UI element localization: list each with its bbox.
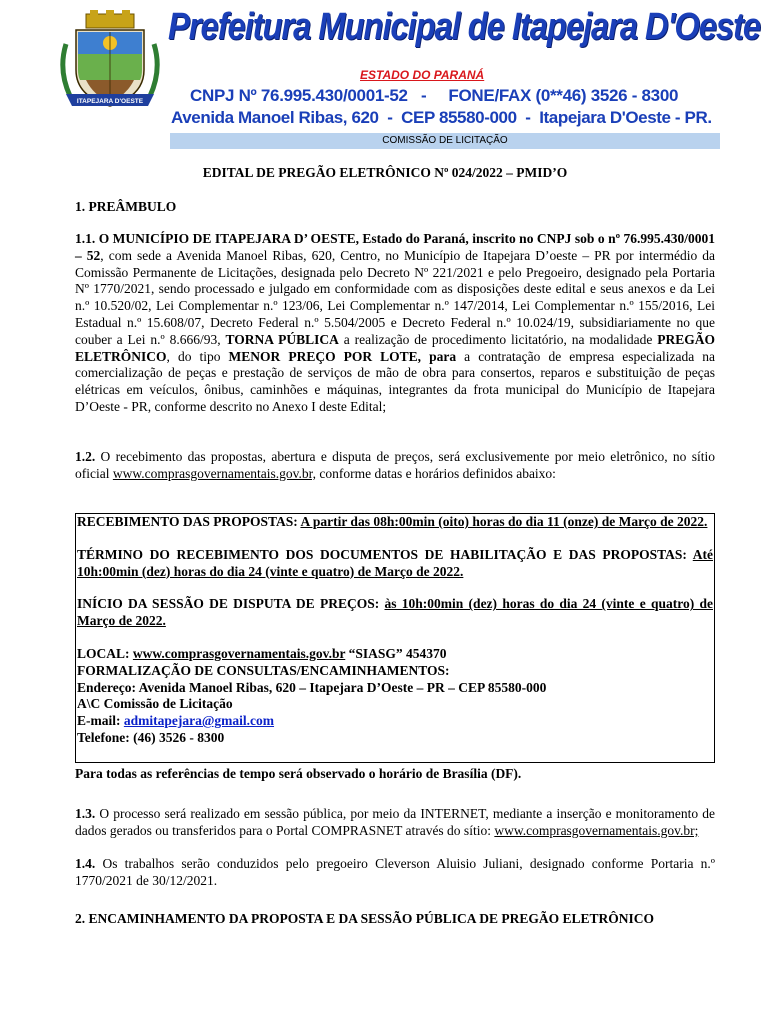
schedule-box — [75, 513, 715, 763]
schedule-email-label: E-mail: — [77, 713, 121, 729]
section-1-heading: 1. PREÂMBULO — [75, 199, 177, 214]
schedule-receipt-label: RECEBIMENTO DAS PROPOSTAS: — [77, 514, 298, 529]
state-label: ESTADO DO PARANÁ — [360, 68, 485, 82]
paragraph-1-1-text-b: a realização de procedimento licitatório, na modalidade — [338, 331, 658, 347]
schedule-local: LOCAL: www.comprasgovernamentais.gov.br “SIASG” 454370 — [77, 645, 447, 661]
schedule-local-link[interactable]: www.comprasgovernamentais.gov.br — [132, 645, 346, 661]
paragraph-1-2-number: 1.2. — [75, 449, 96, 464]
paragraph-1-1-modalidade: PREGÃO ELETRÔNICO — [75, 331, 715, 364]
schedule-attention: A\C Comissão de Licitação — [77, 696, 233, 712]
paragraph-1-4-text: Os trabalhos serão conduzidos pelo pregoeiro Cleverson Aluisio Juliani, designado conforme Portaria n.º 1770/2021 de 30/12/2021. — [75, 856, 715, 888]
cnpj-phone-line: CNPJ Nº 76.995.430/0001-52 - FONE/FAX (0**46) 3526 - 8300 — [190, 86, 679, 105]
paragraph-1-3-text: O processo será realizado em sessão pública, por meio da INTERNET, mediante a inserção e monitoramento de dados gerados ou transferidos para o Portal COMPRASNET através do sítio: — [75, 806, 715, 838]
paragraph-1-3 — [75, 806, 715, 840]
paragraph-1-2-text-a: O recebimento das propostas, abertura e disputa de preços, será exclusivemente por meio eletrônico, no sítio oficial — [75, 449, 715, 481]
paragraph-1-1-entity: O MUNICÍPIO DE ITAPEJARA D’ OESTE, Estado do Paraná, inscrito no CNPJ sob o nº 76.995.430/0001 – 52 — [75, 231, 715, 263]
address-line: Avenida Manoel Ribas, 620 - CEP 85580-000 - Itapejara D'Oeste - PR. — [171, 108, 712, 127]
municipality-title: Prefeitura Municipal de Itapejara D'Oeste — [168, 6, 761, 48]
paragraph-1-1-text-a: , com sede a Avenida Manoel Ribas, 620, Centro, no Município de Itapejara D’oeste – PR por intermédio da Comissão Permanente de Licitações, designada pelo Decreto Nº 221/2021 e pelo Pregoeiro, designado pela Portaria Nº 1770/2021, sendo processado e julgado em conformidade com as disposições deste edital e seus anexos e da Lei n.º 10.520/02, Lei Complementar n.º 123/06, Lei Complementar n.º 147/2014, Lei Complementar n.º 155/2016, Lei Estadual n.º 15.608/07, Decreto Federal n.º 5.504/2005 e Decreto Federal n.º 10.024/19, subsidiariamente no que couber a Lei n.º 8.666/93, — [75, 247, 715, 347]
schedule-time-note: Para todas as referências de tempo será observado o horário de Brasília (DF). — [75, 766, 522, 781]
comprasgov-link[interactable]: www.comprasgovernamentais.gov.br, — [112, 465, 317, 481]
schedule-local-label: LOCAL — [77, 645, 126, 661]
schedule-session-start-label: INÍCIO DA SESSÃO DE DISPUTA DE PREÇOS: — [77, 596, 380, 612]
schedule-end-receipt-label: TÉRMINO DO RECEBIMENTO DOS DOCUMENTOS DE HABILITAÇÃO E DAS PROPOSTAS: — [77, 546, 687, 562]
schedule-formalization: FORMALIZAÇÃO DE CONSULTAS/ENCAMINHAMENTOS: — [77, 662, 450, 678]
document-title: EDITAL DE PREGÃO ELETRÔNICO Nº 024/2022 – PMID’O — [202, 165, 568, 180]
paragraph-1-3-number: 1.3. — [75, 806, 96, 821]
paragraph-1-2 — [75, 449, 715, 483]
section-2-heading: 2. ENCAMINHAMENTO DA PROPOSTA E DA SESSÃO PÚBLICA DE PREGÃO ELETRÔNICO — [75, 911, 654, 926]
schedule-end-receipt — [77, 547, 713, 581]
schedule-address: Endereço: Avenida Manoel Ribas, 620 – Itapejara D’Oeste – PR – CEP 85580-000 — [77, 679, 547, 695]
commission-banner: COMISSÃO DE LICITAÇÃO — [170, 133, 720, 149]
schedule-session-start-value: às 10h:00min (dez) horas do dia 24 (vinte e quatro) de Março de 2022. — [77, 596, 713, 629]
paragraph-1-4 — [75, 856, 715, 890]
email-link[interactable]: admitapejara@gmail.com — [123, 713, 275, 729]
schedule-session-start — [77, 596, 713, 630]
svg-text:ITAPEJARA D'OESTE: ITAPEJARA D'OESTE — [76, 98, 144, 105]
schedule-end-receipt-value: Até 10h:00min (dez) horas do dia 24 (vinte e quatro) de Março de 2022. — [77, 546, 713, 579]
paragraph-1-1-tipo: MENOR PREÇO POR LOTE, para — [228, 348, 457, 364]
schedule-email — [77, 713, 713, 730]
paragraph-1-4-number: 1.4. — [75, 856, 96, 871]
paragraph-1-1-text-c: , do tipo — [166, 348, 229, 364]
schedule-formalization-text: FORMALIZAÇÃO DE CONSULTAS/ENCAMINHAMENTOS — [77, 662, 446, 678]
schedule-phone: Telefone: (46) 3526 - 8300 — [77, 729, 225, 745]
schedule-receipt-value: A partir das 08h:00min (oito) horas do dia 11 (onze) de Março de 2022. — [300, 514, 708, 529]
paragraph-1-1-number: 1.1. — [75, 231, 96, 246]
paragraph-1-2-text-b: conforme datas e horários definidos abaixo: — [316, 465, 556, 481]
schedule-local-suffix: “SIASG” 454370 — [345, 645, 447, 661]
comprasgov-link-2[interactable]: www.comprasgovernamentais.gov.br; — [494, 822, 699, 838]
municipal-crest-logo — [56, 10, 164, 114]
paragraph-1-1 — [75, 231, 715, 416]
schedule-receipt — [77, 514, 713, 531]
paragraph-1-1-torna-publica: TORNA PÚBLICA — [225, 331, 339, 347]
paragraph-1-1-text-d: a contratação de empresa especializada na comercialização de peças e prestação de serviços de mão de obra para consertos, reparos e substituição de peças elétricas em veículos, ônibus, caminhões e máquinas, integrantes da frota municipal do Município de Itapejara D’Oeste - PR, conforme descrito no Anexo I deste Edital; — [75, 348, 715, 414]
